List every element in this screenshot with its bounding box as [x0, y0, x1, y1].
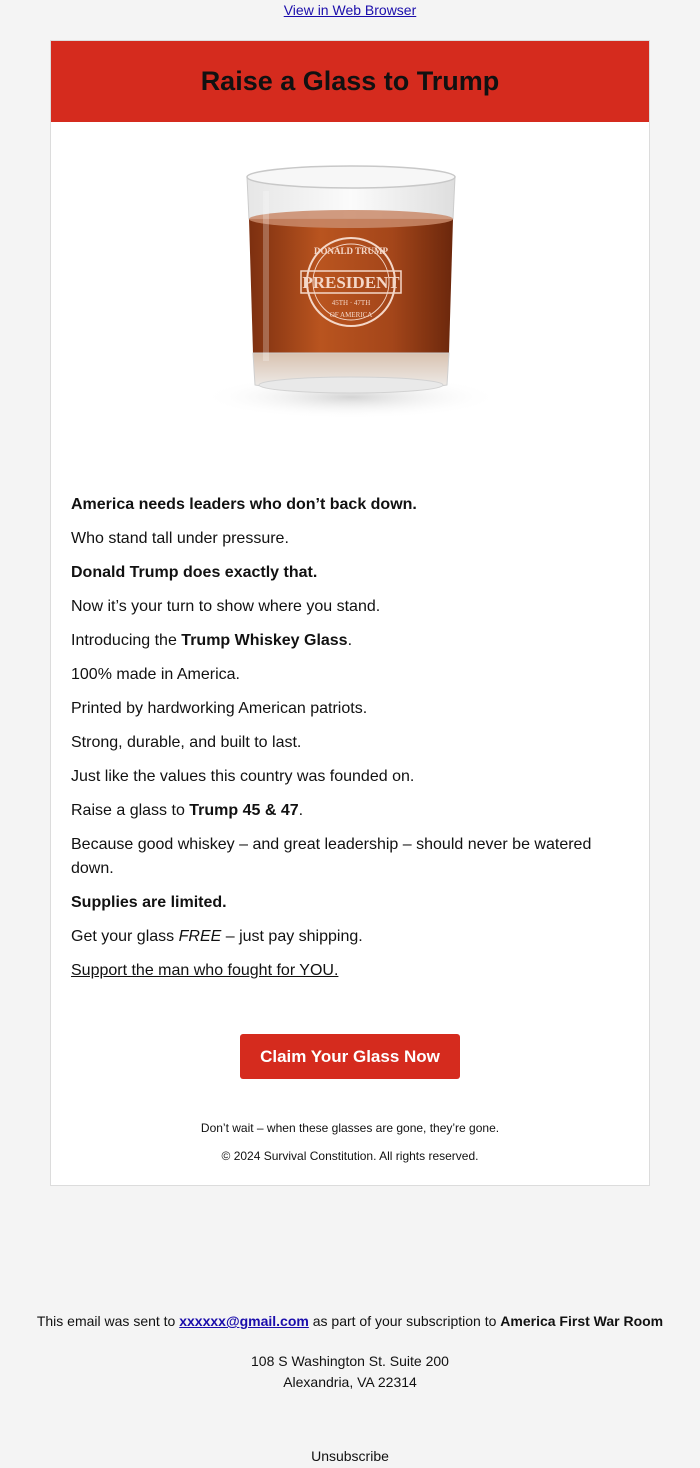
- emblem-line4: OF AMERICA: [329, 311, 373, 319]
- whiskey-glass-image: [201, 161, 501, 423]
- view-in-browser-link[interactable]: View in Web Browser: [283, 2, 417, 18]
- email-title: Raise a Glass to Trump: [200, 66, 500, 96]
- subscription-notice: This email was sent to xxxxxx@gmail.com as part of your subscription to America First War Room: [36, 1313, 664, 1329]
- copy-bold-line: Donald Trump does exactly that.: [71, 564, 318, 581]
- address-line1: 108 S Washington St. Suite 200: [251, 1353, 449, 1369]
- product-name: Trump Whiskey Glass: [181, 632, 348, 649]
- copy-line: Raise a glass to Trump 45 & 47.: [71, 802, 304, 819]
- copy-line: Get your glass FREE – just pay shipping.: [71, 928, 363, 945]
- cta-container: [51, 1034, 649, 1079]
- recipient-email-link[interactable]: xxxxxx@gmail.com: [179, 1313, 309, 1329]
- copy-line: Who stand tall under pressure.: [71, 530, 289, 547]
- copy-line: Now it’s your turn to show where you stand.: [71, 598, 381, 615]
- free-emphasis: FREE: [178, 928, 222, 945]
- body-copy: [71, 493, 611, 993]
- copy-line: Just like the values this country was founded on.: [71, 768, 415, 785]
- urgency-note: Don’t wait – when these glasses are gone, they’re gone.: [200, 1121, 500, 1135]
- copy-line: 100% made in America.: [71, 666, 240, 683]
- copy-line: Because good whiskey – and great leadership – should never be watered down.: [71, 836, 592, 877]
- product-image: [201, 161, 501, 423]
- unsubscribe-area: [0, 1446, 700, 1467]
- emblem-line2: PRESIDENT: [302, 273, 400, 292]
- trump-45-47: Trump 45 & 47: [189, 802, 299, 819]
- copy-line: Introducing the Trump Whiskey Glass.: [71, 632, 353, 649]
- support-link[interactable]: Support the man who fought for YOU.: [71, 962, 339, 979]
- copyright-note: © 2024 Survival Constitution. All rights reserved.: [221, 1149, 479, 1163]
- list-name: America First War Room: [500, 1313, 664, 1329]
- supplies-limited: Supplies are limited.: [71, 894, 227, 911]
- emblem-line3: 45TH · 47TH: [331, 299, 371, 307]
- copy-line: Printed by hardworking American patriots.: [71, 700, 368, 717]
- view-in-browser-bar: [0, 2, 700, 18]
- address-line2: Alexandria, VA 22314: [283, 1374, 417, 1390]
- title-banner: [51, 41, 649, 122]
- email-card: [50, 40, 650, 1186]
- claim-glass-button[interactable]: Claim Your Glass Now: [240, 1034, 460, 1079]
- emblem-line1: DONALD TRUMP: [313, 246, 389, 256]
- unsubscribe-link[interactable]: Unsubscribe: [311, 1448, 389, 1464]
- mailing-address: [0, 1351, 700, 1393]
- copy-headline: America needs leaders who don’t back down.: [71, 496, 417, 513]
- copy-line: Strong, durable, and built to last.: [71, 734, 302, 751]
